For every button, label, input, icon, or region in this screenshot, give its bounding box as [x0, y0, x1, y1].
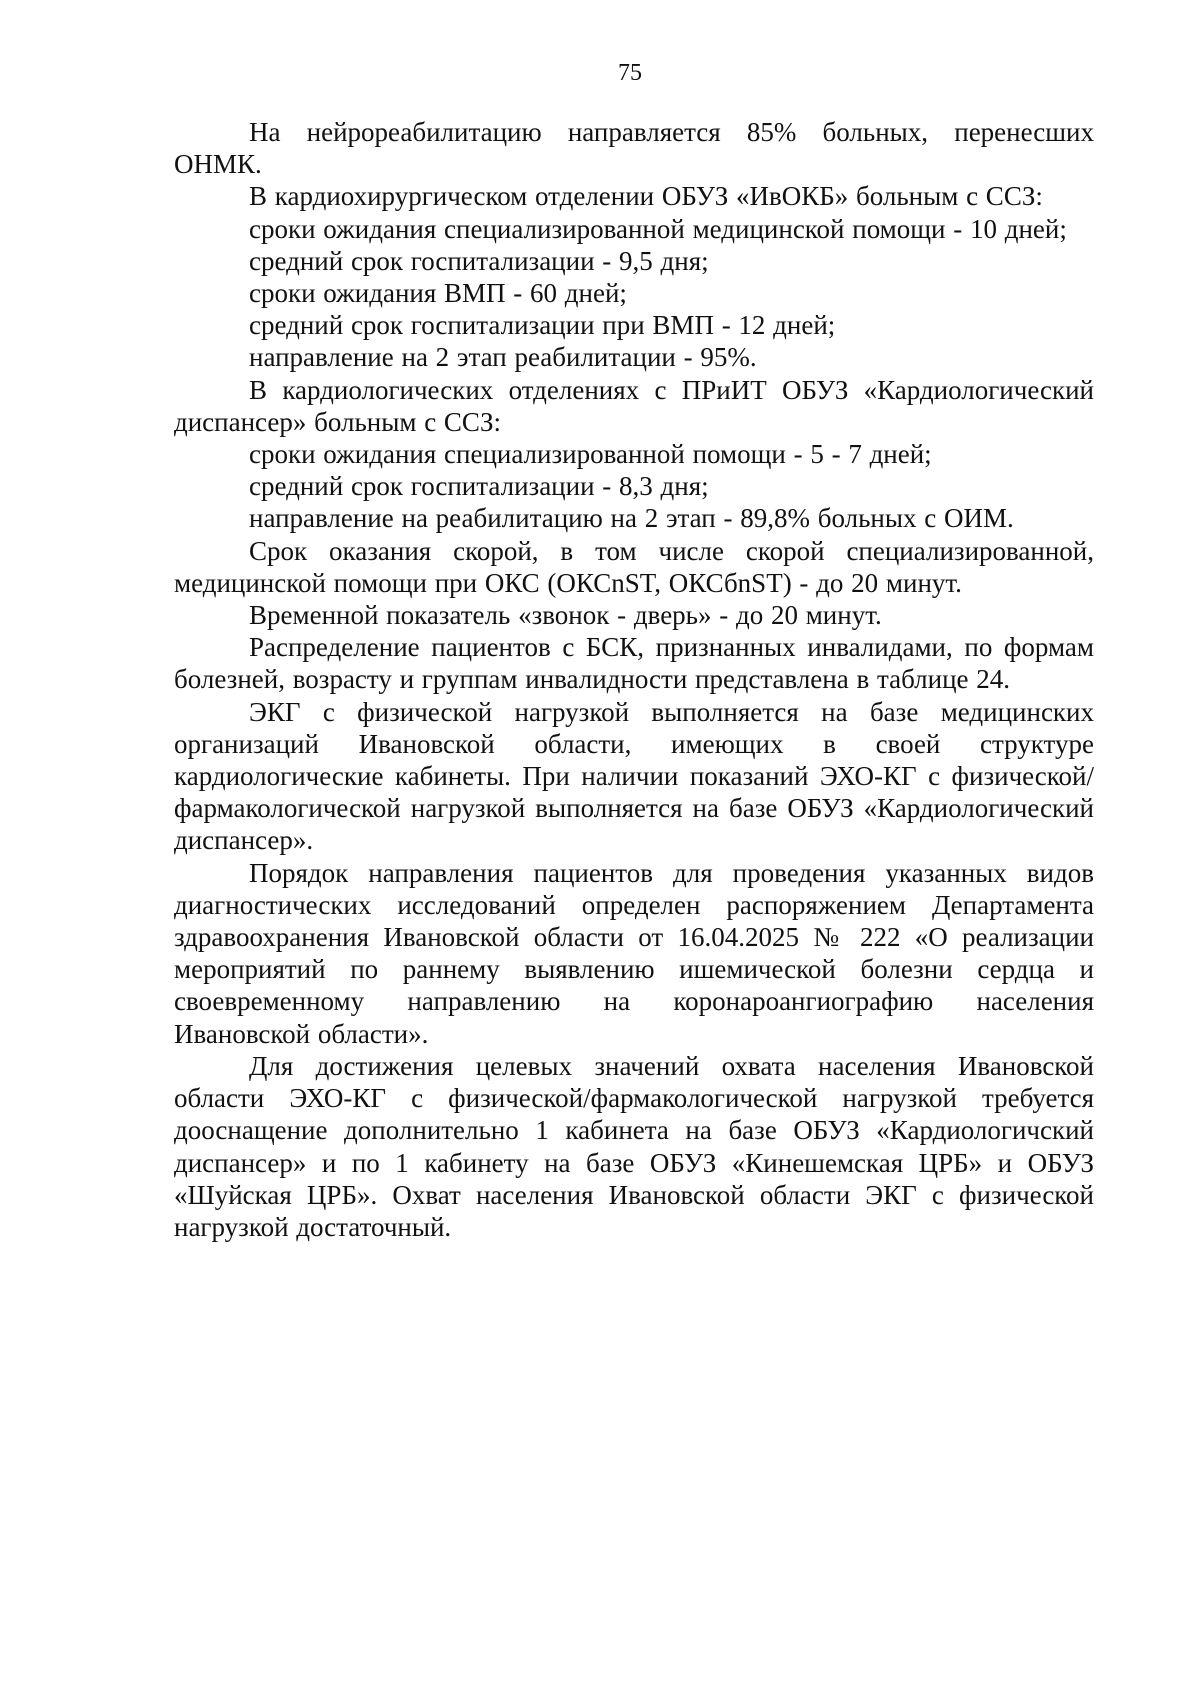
paragraph-specialized-wait: сроки ожидания специализированной медицинской помощи - 10 дней; — [249, 213, 1067, 244]
paragraph-cardiology-intro: В кардиологических отделениях с ПРиИТ ОБУЗ «Кардиологический диспансер» больным с ССЗ: — [174, 374, 1094, 437]
paragraph-vmp-wait: сроки ожидания ВМП - 60 дней; — [249, 278, 627, 309]
paragraph-vmp-hospitalization: средний срок госпитализации при ВМП - 12 дней; — [249, 310, 836, 341]
paragraph-rehab-stage2: направление на 2 этап реабилитации - 95%. — [249, 342, 757, 373]
paragraph-ecg-stress: ЭКГ с физической нагрузкой выполняется на базе медицинских организаций Ивановской области, имеющих в своей структуре кардиологические кабинеты. При наличии показаний ЭХО-КГ с физической/фармакологической нагрузкой выполняется на базе ОБУЗ «Кардиологический диспансер». — [174, 696, 1094, 856]
document-body — [174, 116, 1094, 1243]
paragraph-referral-order: Порядок направления пациентов для проведения указанных видов диагностических исследований определен распоряжением Департамента здравоохранения Ивановской области от 16.04.2025 № 222 «О реализации мероприятий по раннему выявлению ишемической болезни сердца и своевременному направлению на коронароангиографию населения Ивановской области». — [174, 857, 1094, 1049]
paragraph-cardiology-wait: сроки ожидания специализированной помощи - 5 - 7 дней; — [249, 439, 932, 470]
paragraph-emergency-time: Срок оказания скорой, в том числе скорой специализированной, медицинской помощи при ОКС (ОКСnST, ОКСбnST) - до 20 минут. — [174, 535, 1094, 598]
paragraph-disability-distribution: Распределение пациентов с БСК, признанных инвалидами, по формам болезней, возрасту и группам инвалидности представлена в таблице 24. — [174, 632, 1094, 695]
paragraph-cardiology-rehab: направление на реабилитацию на 2 этап - 89,8% больных с ОИМ. — [249, 503, 1014, 534]
paragraph-coverage-targets: Для достижения целевых значений охвата населения Ивановской области ЭХО-КГ с физической/фармакологической нагрузкой требуется дооснащение дополнительно 1 кабинета на базе ОБУЗ «Кардиологичский диспансер» и по 1 кабинету на базе ОБУЗ «Кинешемская ЦРБ» и ОБУЗ «Шуйская ЦРБ». Охват населения Ивановской области ЭКГ с физической нагрузкой достаточный. — [174, 1050, 1094, 1242]
paragraph-neurorehab: На нейрореабилитацию направляется 85% больных, перенесших ОНМК. — [174, 117, 1094, 180]
paragraph-call-door: Временной показатель «звонок - дверь» - до 20 минут. — [249, 600, 882, 631]
page-number: 75 — [618, 60, 642, 86]
paragraph-cardiosurgery-intro: В кардиохирургическом отделении ОБУЗ «ИвОКБ» больным с ССЗ: — [249, 181, 1043, 212]
paragraph-avg-hospitalization: средний срок госпитализации - 9,5 дня; — [249, 245, 709, 276]
paragraph-cardiology-hospitalization: средний срок госпитализации - 8,3 дня; — [249, 471, 709, 502]
